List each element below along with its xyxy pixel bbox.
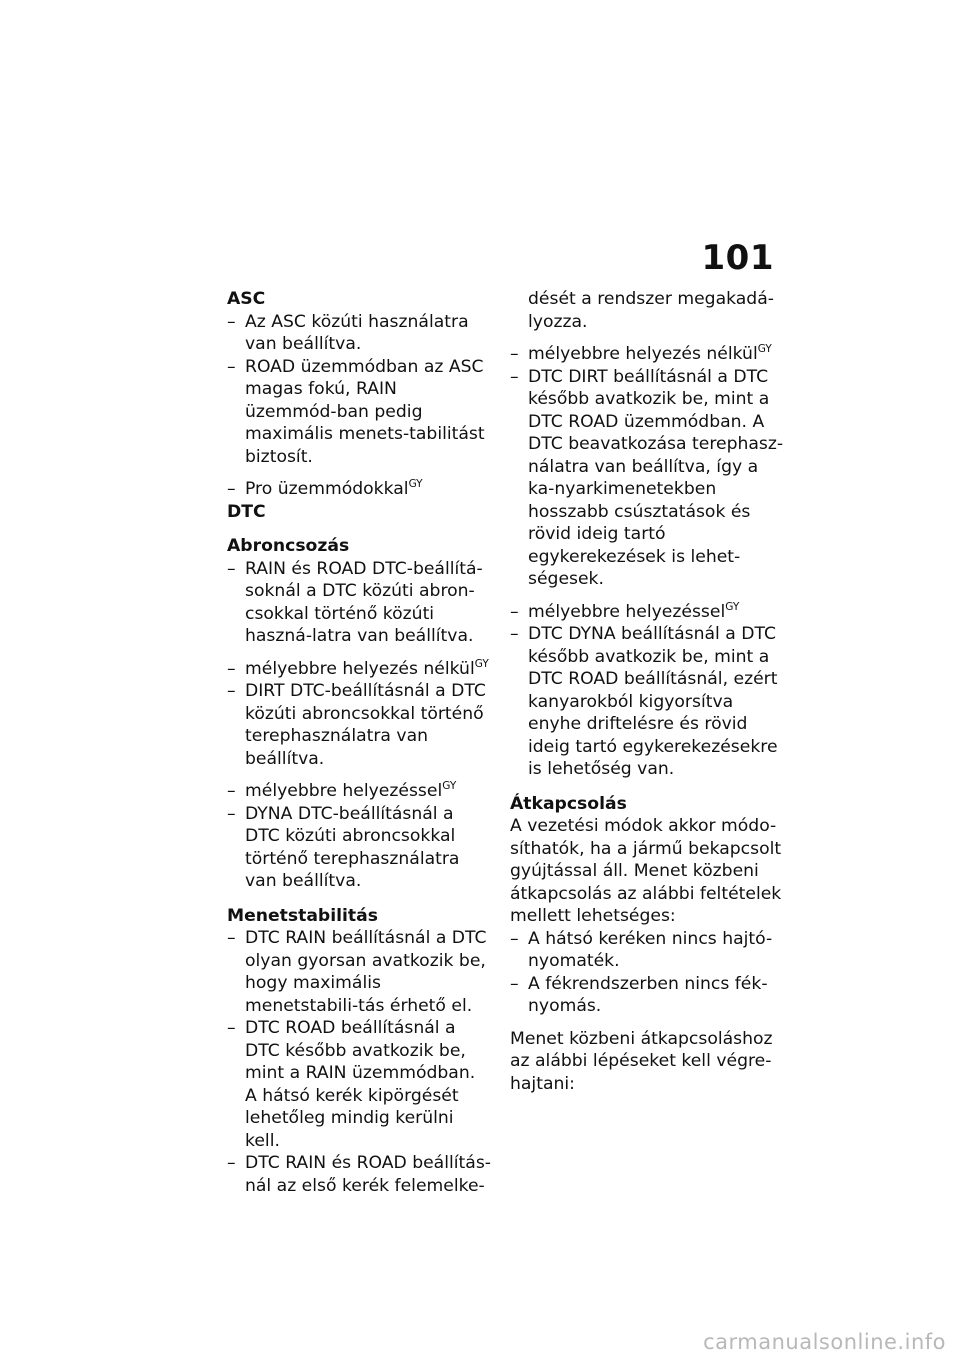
paragraph: Menet közbeni átkapcsoláshoz az alábbi lépéseket kell végre-hajtani: [510, 1028, 773, 1094]
list-item: – DTC ROAD beállításnál a DTC később avatkozik be, mint a RAIN üzemmódban. A hátsó kerék kipörgését lehetőleg mindig kerülni kell. [227, 1017, 492, 1152]
list-item: – DTC RAIN beállításnál a DTC olyan gyorsan avatkozik be, hogy maximális menetstabili-tás érhető el. [227, 927, 492, 1017]
list-item [227, 478, 492, 501]
list-item: – DTC DYNA beállításnál a DTC később avatkozik be, mint a DTC ROAD beállításnál, ezért kanyarokból kigyorsítva enyhe driftelésre és rövid ideig tartó egykerekezésekre is lehetőség van. [510, 623, 785, 781]
lowering-label: mélyebbre helyezéssel [245, 781, 443, 801]
gy-marker: GY [474, 657, 489, 670]
heading-tyres: Abroncsozás [227, 536, 350, 556]
list-item: – DTC RAIN és ROAD beállítás-nál az első kerék felemelke- [227, 1152, 492, 1197]
left-column [227, 288, 492, 1197]
page-number: 101 [701, 238, 774, 278]
heading-asc: ASC [227, 289, 266, 309]
gy-marker: GY [725, 600, 740, 613]
gy-marker: GY [408, 478, 423, 490]
list-item: – RAIN és ROAD DTC-beállítá-soknál a DTC közúti abron-csokkal történő közúti haszná-latra van beállítva. [227, 558, 492, 648]
lowering-label: mélyebbre helyezéssel [528, 601, 726, 622]
paragraph: A vezetési módok akkor módo-síthatók, ha a jármű bekapcsolt gyújtással áll. Menet közbeni átkapcsolás az alábbi feltételek mellett lehetséges: [510, 816, 782, 926]
list-item: – ROAD üzemmódban az ASC magas fokú, RAIN üzemmód-ban pedig maximális menets-tabilitást biztosít. [227, 356, 492, 469]
list-item [227, 780, 492, 803]
heading-switching: Átkapcsolás [510, 793, 627, 814]
continued-text: dését a rendszer megakadá-lyozza. [528, 289, 774, 332]
list-item [510, 343, 785, 366]
list-item: – DIRT DTC-beállításnál a DTC közúti abroncsokkal történő terephasználatra van beállítva. [227, 680, 492, 770]
list-item: – DYNA DTC-beállításnál a DTC közúti abroncsokkal történő terephasználatra van beállítva. [227, 803, 492, 893]
list-item: – Az ASC közúti használatra van beállítva. [227, 311, 492, 356]
gy-marker: GY [757, 343, 772, 355]
gy-marker: GY [442, 780, 457, 792]
list-item: – DTC DIRT beállításnál a DTC később avatkozik be, mint a DTC ROAD üzemmódban. A DTC beavatkozása terephasz-nálatra van beállítva, így a ka-nyarkimenetekben hosszabb csúsztatások és rövid ideig tartó egykerekezések is lehet-ségesek. [510, 366, 785, 591]
watermark: carmanualsonline.info [703, 1330, 946, 1354]
list-item: – A fékrendszerben nincs fék-nyomás. [510, 973, 785, 1018]
list-item [510, 601, 785, 624]
heading-dtc: DTC [227, 501, 266, 522]
list-item [227, 658, 492, 681]
heading-stability: Menetstabilitás [227, 905, 378, 926]
lowering-label: mélyebbre helyezés nélkül [528, 344, 758, 364]
lowering-label: mélyebbre helyezés nélkül [245, 658, 475, 679]
right-column [510, 288, 785, 1095]
list-item: – A hátsó keréken nincs hajtó-nyomaték. [510, 928, 785, 973]
pro-modes-label: Pro üzemmódokkal [245, 479, 409, 499]
